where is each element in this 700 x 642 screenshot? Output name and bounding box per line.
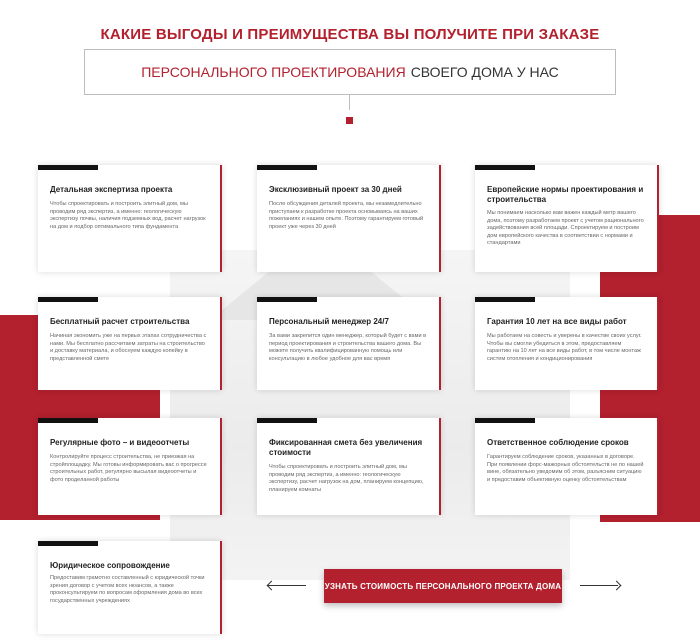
card-text: Мы понимаем насколько вам важен каждый метр вашего дома, поэтому разработаем проект с учетом рационального задействования всей площади. Спроектируем и построим дом европейского качества в соответствии с нормами и стандартами bbox=[487, 210, 644, 247]
benefit-card-personal-manager bbox=[257, 297, 441, 390]
arrow-right-icon bbox=[612, 581, 622, 591]
subtitle-red-text: ПЕРСОНАЛЬНОГО ПРОЕКТИРОВАНИЯ bbox=[141, 64, 406, 80]
card-title: Гарантия 10 лет на все виды работ bbox=[487, 317, 627, 326]
benefit-card-legal-support bbox=[38, 541, 222, 634]
subtitle-connector-line bbox=[349, 95, 350, 110]
card-text: За вами закрепится один менеджер, который будет с вами в период проектирования и строительства вашего дома. Вы можете получить квалифицированную помощь или консультацию в любое удобное для вас время bbox=[269, 333, 427, 362]
card-title: Персональный менеджер 24/7 bbox=[269, 317, 389, 326]
card-text: Чтобы спроектировать и построить элитный дом, мы проводим ряд экспертиз, а именно: геологическую экспертизу, расчет нагрузок на дом, планируем концепцию, планируем комнаты bbox=[269, 464, 424, 493]
card-text: Контролируйте процесс строительства, не приезжая на стройплощадку. Мы готовы информировать вас о прогрессе строительных работ, регулярно высылая видеоотчеты и фото проделанной работы bbox=[50, 454, 207, 483]
card-accent-bar bbox=[38, 418, 98, 423]
card-title: Фиксированная смета без увеличения стоимости bbox=[269, 438, 423, 457]
card-title: Юридическое сопровождение bbox=[50, 561, 170, 570]
card-text: После обсуждения деталей проекта, мы незамедлительно приступаем к разработке проекта основываясь на ваших пожеланиях и нашем опыте. Поэтому гарантируем готовый проект уже через 30 дней bbox=[269, 201, 424, 230]
red-band-right-top bbox=[655, 215, 700, 245]
arrow-left-icon bbox=[267, 581, 277, 591]
card-accent-bar bbox=[38, 165, 98, 170]
card-accent-bar bbox=[257, 165, 317, 170]
card-accent-bar bbox=[38, 541, 98, 546]
card-accent-bar bbox=[257, 297, 317, 302]
benefit-card-warranty bbox=[475, 297, 659, 390]
card-accent-bar bbox=[475, 297, 535, 302]
card-accent-bar bbox=[475, 418, 535, 423]
subtitle-dark-text: СВОЕГО ДОМА У НАС bbox=[410, 64, 559, 80]
get-price-button[interactable]: УЗНАТЬ СТОИМОСТЬ ПЕРСОНАЛЬНОГО ПРОЕКТА ДОМА bbox=[324, 569, 562, 603]
card-accent-bar bbox=[257, 418, 317, 423]
card-text: Предоставим грамотно составленный с юридической точки зрения договор с учетом всех нюансов, а также проконсультируем по вопросам оформления дома во всех государственных учреждениях bbox=[50, 575, 205, 604]
benefit-card-expertise bbox=[38, 165, 222, 272]
subtitle-box bbox=[84, 49, 616, 95]
benefit-card-exclusive-project bbox=[257, 165, 441, 272]
benefit-card-photo-video-reports bbox=[38, 418, 222, 515]
card-title: Детальная экспертиза проекта bbox=[50, 185, 173, 194]
page-title: КАКИЕ ВЫГОДЫ И ПРЕИМУЩЕСТВА ВЫ ПОЛУЧИТЕ ПРИ ЗАКАЗЕ bbox=[100, 26, 600, 43]
card-accent-bar bbox=[475, 165, 535, 170]
card-text: Чтобы спроектировать и построить элитный дом, мы проводим ряд экспертиз, а именно: геологическую экспертизу почвы, наличия подземных вод, расчет нагрузок на дом и подбор оптимального типа фундамента bbox=[50, 201, 206, 230]
card-title: Эксклюзивный проект за 30 дней bbox=[269, 185, 402, 194]
card-title: Ответственное соблюдение сроков bbox=[487, 438, 629, 447]
benefit-card-free-calculation bbox=[38, 297, 222, 390]
benefit-card-fixed-estimate bbox=[257, 418, 441, 515]
card-text: Мы работаем на совесть и уверены в качестве своих услуг. Чтобы вы смогли убедиться в этом, предоставляем гарантию на 10 лет на все виды работ, в том числе монтаж систем отопления и кондиционирования bbox=[487, 333, 642, 362]
card-title: Регулярные фото – и видеоотчеты bbox=[50, 438, 190, 447]
card-text: Гарантируем соблюдение сроков, указанных в договоре. При появлении форс-мажорных обстоятельств не по нашей вине, обязательно уведомим об этом, разъясним ситуацию и предоставим объективную оценку обстоятельствам bbox=[487, 454, 644, 483]
benefit-card-european-norms bbox=[475, 165, 659, 272]
benefit-card-deadlines bbox=[475, 418, 659, 515]
card-title: Европейские нормы проектирования и строительства bbox=[487, 185, 644, 204]
card-title: Бесплатный расчет строительства bbox=[50, 317, 190, 326]
subtitle-red-dot bbox=[346, 117, 353, 124]
card-accent-bar bbox=[38, 297, 98, 302]
card-text: Начиная экономить уже на первых этапах сотрудничества с нами. Мы бесплатно рассчитаем затраты на строительство и доставку материала, и обоснуем каждую копейку в представленной смете bbox=[50, 333, 207, 362]
